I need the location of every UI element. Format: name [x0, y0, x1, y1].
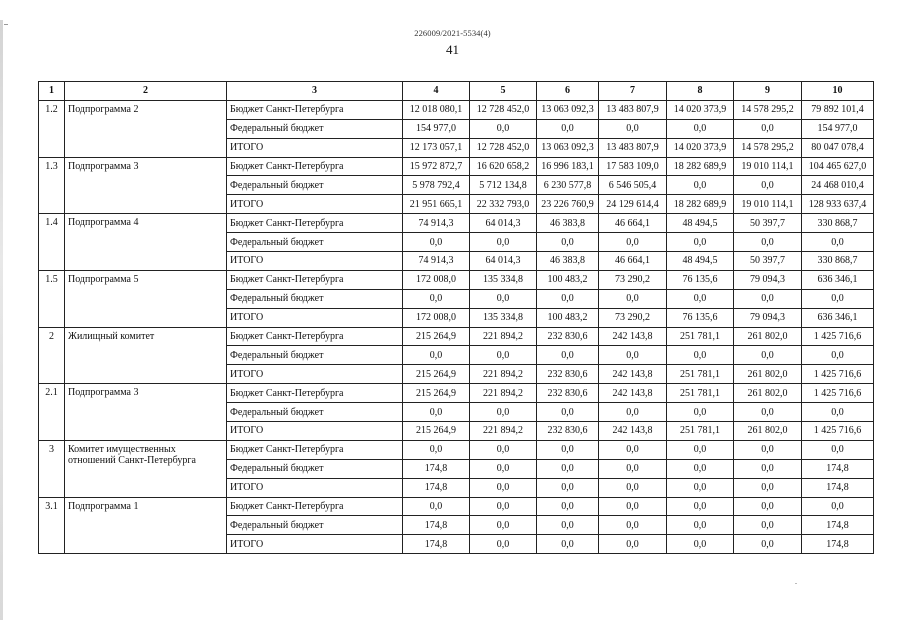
amount-cell: 0,0 — [599, 403, 667, 422]
amount-cell: 0,0 — [599, 440, 667, 459]
amount-cell: 0,0 — [537, 478, 599, 497]
amount-cell: 0,0 — [470, 516, 537, 535]
amount-cell: 100 483,2 — [537, 308, 599, 327]
amount-cell: 79 094,3 — [734, 270, 802, 289]
funding-source-cell: Федеральный бюджет — [227, 176, 403, 195]
table-row — [39, 327, 874, 346]
page-number: 41 — [446, 42, 459, 57]
funding-source-cell: Федеральный бюджет — [227, 403, 403, 422]
program-name-cell: Жилищный комитет — [65, 327, 227, 384]
amount-cell: 13 063 092,3 — [537, 138, 599, 157]
amount-cell: 0,0 — [537, 233, 599, 252]
row-index-cell: 1.4 — [39, 214, 65, 271]
amount-cell: 73 290,2 — [599, 270, 667, 289]
amount-cell: 12 018 080,1 — [403, 100, 470, 119]
program-name-cell: Подпрограмма 4 — [65, 214, 227, 271]
amount-cell: 12 728 452,0 — [470, 138, 537, 157]
amount-cell: 242 143,8 — [599, 384, 667, 403]
column-header: 1 — [39, 82, 65, 101]
amount-cell: 5 978 792,4 — [403, 176, 470, 195]
amount-cell: 48 494,5 — [667, 214, 734, 233]
funding-source-cell: Федеральный бюджет — [227, 119, 403, 138]
amount-cell: 0,0 — [599, 119, 667, 138]
amount-cell: 135 334,8 — [470, 308, 537, 327]
amount-cell: 1 425 716,6 — [802, 422, 874, 441]
funding-source-cell: Федеральный бюджет — [227, 516, 403, 535]
amount-cell: 0,0 — [667, 403, 734, 422]
funding-source-cell: Федеральный бюджет — [227, 346, 403, 365]
amount-cell: 18 282 689,9 — [667, 157, 734, 176]
funding-source-cell: Бюджет Санкт-Петербурга — [227, 270, 403, 289]
amount-cell: 0,0 — [403, 233, 470, 252]
amount-cell: 14 578 295,2 — [734, 138, 802, 157]
amount-cell: 154 977,0 — [802, 119, 874, 138]
funding-source-cell: Федеральный бюджет — [227, 459, 403, 478]
amount-cell: 6 230 577,8 — [537, 176, 599, 195]
amount-cell: 0,0 — [667, 176, 734, 195]
amount-cell: 76 135,6 — [667, 308, 734, 327]
amount-cell: 0,0 — [599, 478, 667, 497]
amount-cell: 0,0 — [470, 478, 537, 497]
amount-cell: 0,0 — [599, 516, 667, 535]
table-row — [39, 214, 874, 233]
amount-cell: 0,0 — [734, 497, 802, 516]
amount-cell: 242 143,8 — [599, 365, 667, 384]
column-header: 5 — [470, 82, 537, 101]
amount-cell: 174,8 — [802, 459, 874, 478]
column-header: 8 — [667, 82, 734, 101]
amount-cell: 174,8 — [802, 516, 874, 535]
amount-cell: 0,0 — [470, 440, 537, 459]
amount-cell: 0,0 — [802, 233, 874, 252]
amount-cell: 1 425 716,6 — [802, 384, 874, 403]
amount-cell: 80 047 078,4 — [802, 138, 874, 157]
amount-cell: 0,0 — [537, 346, 599, 365]
amount-cell: 330 868,7 — [802, 214, 874, 233]
amount-cell: 0,0 — [537, 119, 599, 138]
amount-cell: 215 264,9 — [403, 422, 470, 441]
amount-cell: 0,0 — [599, 289, 667, 308]
amount-cell: 48 494,5 — [667, 252, 734, 271]
column-header: 2 — [65, 82, 227, 101]
amount-cell: 23 226 760,9 — [537, 195, 599, 214]
amount-cell: 14 578 295,2 — [734, 100, 802, 119]
amount-cell: 261 802,0 — [734, 365, 802, 384]
funding-source-cell: ИТОГО — [227, 478, 403, 497]
amount-cell: 74 914,3 — [403, 214, 470, 233]
amount-cell: 46 664,1 — [599, 214, 667, 233]
amount-cell: 242 143,8 — [599, 422, 667, 441]
column-header: 9 — [734, 82, 802, 101]
column-header: 3 — [227, 82, 403, 101]
amount-cell: 174,8 — [403, 516, 470, 535]
amount-cell: 0,0 — [667, 535, 734, 554]
amount-cell: 0,0 — [403, 289, 470, 308]
amount-cell: 0,0 — [470, 497, 537, 516]
funding-source-cell: Бюджет Санкт-Петербурга — [227, 100, 403, 119]
amount-cell: 0,0 — [734, 535, 802, 554]
amount-cell: 0,0 — [734, 346, 802, 365]
amount-cell: 0,0 — [537, 516, 599, 535]
program-name-cell: Подпрограмма 1 — [65, 497, 227, 554]
column-header: 7 — [599, 82, 667, 101]
amount-cell: 215 264,9 — [403, 384, 470, 403]
scan-edge-shadow — [0, 20, 3, 620]
amount-cell: 636 346,1 — [802, 270, 874, 289]
program-name-cell: Комитет имущественных отношений Санкт-Петербурга — [65, 440, 227, 497]
amount-cell: 232 830,6 — [537, 365, 599, 384]
amount-cell: 251 781,1 — [667, 327, 734, 346]
amount-cell: 172 008,0 — [403, 308, 470, 327]
amount-cell: 19 010 114,1 — [734, 157, 802, 176]
amount-cell: 261 802,0 — [734, 327, 802, 346]
amount-cell: 215 264,9 — [403, 327, 470, 346]
amount-cell: 0,0 — [470, 233, 537, 252]
row-index-cell: 3.1 — [39, 497, 65, 554]
amount-cell: 242 143,8 — [599, 327, 667, 346]
amount-cell: 1 425 716,6 — [802, 327, 874, 346]
amount-cell: 0,0 — [470, 459, 537, 478]
amount-cell: 0,0 — [599, 346, 667, 365]
amount-cell: 12 728 452,0 — [470, 100, 537, 119]
table-header — [39, 82, 874, 101]
amount-cell: 74 914,3 — [403, 252, 470, 271]
amount-cell: 0,0 — [734, 403, 802, 422]
amount-cell: 174,8 — [802, 478, 874, 497]
amount-cell: 0,0 — [599, 535, 667, 554]
amount-cell: 13 483 807,9 — [599, 138, 667, 157]
amount-cell: 0,0 — [667, 346, 734, 365]
amount-cell: 16 996 183,1 — [537, 157, 599, 176]
amount-cell: 100 483,2 — [537, 270, 599, 289]
table-row — [39, 440, 874, 459]
amount-cell: 50 397,7 — [734, 214, 802, 233]
amount-cell: 76 135,6 — [667, 270, 734, 289]
funding-source-cell: Бюджет Санкт-Петербурга — [227, 497, 403, 516]
amount-cell: 0,0 — [537, 459, 599, 478]
amount-cell: 0,0 — [537, 535, 599, 554]
amount-cell: 0,0 — [537, 497, 599, 516]
amount-cell: 46 383,8 — [537, 214, 599, 233]
amount-cell: 0,0 — [734, 478, 802, 497]
amount-cell: 0,0 — [403, 403, 470, 422]
amount-cell: 19 010 114,1 — [734, 195, 802, 214]
amount-cell: 0,0 — [734, 119, 802, 138]
column-header: 6 — [537, 82, 599, 101]
amount-cell: 0,0 — [667, 289, 734, 308]
amount-cell: 636 346,1 — [802, 308, 874, 327]
amount-cell: 0,0 — [667, 478, 734, 497]
amount-cell: 232 830,6 — [537, 327, 599, 346]
scan-speck — [795, 583, 797, 584]
amount-cell: 104 465 627,0 — [802, 157, 874, 176]
amount-cell: 0,0 — [667, 516, 734, 535]
funding-source-cell: ИТОГО — [227, 422, 403, 441]
program-name-cell: Подпрограмма 5 — [65, 270, 227, 327]
amount-cell: 0,0 — [802, 289, 874, 308]
column-header: 10 — [802, 82, 874, 101]
amount-cell: 22 332 793,0 — [470, 195, 537, 214]
program-name-cell: Подпрограмма 3 — [65, 157, 227, 214]
funding-source-cell: ИТОГО — [227, 365, 403, 384]
amount-cell: 0,0 — [802, 440, 874, 459]
funding-source-cell: Бюджет Санкт-Петербурга — [227, 214, 403, 233]
amount-cell: 50 397,7 — [734, 252, 802, 271]
funding-source-cell: Федеральный бюджет — [227, 233, 403, 252]
program-name-cell: Подпрограмма 2 — [65, 100, 227, 157]
amount-cell: 0,0 — [403, 497, 470, 516]
table-row — [39, 384, 874, 403]
amount-cell: 261 802,0 — [734, 422, 802, 441]
amount-cell: 73 290,2 — [599, 308, 667, 327]
amount-cell: 174,8 — [403, 459, 470, 478]
amount-cell: 46 664,1 — [599, 252, 667, 271]
amount-cell: 221 894,2 — [470, 384, 537, 403]
row-index-cell: 3 — [39, 440, 65, 497]
amount-cell: 0,0 — [537, 289, 599, 308]
amount-cell: 251 781,1 — [667, 384, 734, 403]
amount-cell: 0,0 — [470, 119, 537, 138]
amount-cell: 6 546 505,4 — [599, 176, 667, 195]
row-index-cell: 1.3 — [39, 157, 65, 214]
table-row — [39, 497, 874, 516]
amount-cell: 16 620 658,2 — [470, 157, 537, 176]
amount-cell: 221 894,2 — [470, 422, 537, 441]
amount-cell: 0,0 — [470, 346, 537, 365]
column-header: 4 — [403, 82, 470, 101]
row-index-cell: 1.5 — [39, 270, 65, 327]
table-row — [39, 100, 874, 119]
amount-cell: 18 282 689,9 — [667, 195, 734, 214]
amount-cell: 251 781,1 — [667, 365, 734, 384]
amount-cell: 0,0 — [599, 233, 667, 252]
amount-cell: 232 830,6 — [537, 422, 599, 441]
document-registration-number: 226009/2021-5534(4) — [414, 28, 491, 38]
amount-cell: 172 008,0 — [403, 270, 470, 289]
amount-cell: 14 020 373,9 — [667, 100, 734, 119]
amount-cell: 0,0 — [537, 440, 599, 459]
amount-cell: 13 063 092,3 — [537, 100, 599, 119]
funding-source-cell: ИТОГО — [227, 138, 403, 157]
funding-source-cell: Бюджет Санкт-Петербурга — [227, 440, 403, 459]
amount-cell: 221 894,2 — [470, 365, 537, 384]
amount-cell: 221 894,2 — [470, 327, 537, 346]
amount-cell: 79 892 101,4 — [802, 100, 874, 119]
header-row — [39, 82, 874, 101]
amount-cell: 174,8 — [403, 478, 470, 497]
amount-cell: 0,0 — [403, 346, 470, 365]
amount-cell: 14 020 373,9 — [667, 138, 734, 157]
amount-cell: 0,0 — [734, 289, 802, 308]
amount-cell: 154 977,0 — [403, 119, 470, 138]
amount-cell: 215 264,9 — [403, 365, 470, 384]
funding-source-cell: ИТОГО — [227, 195, 403, 214]
funding-source-cell: Бюджет Санкт-Петербурга — [227, 157, 403, 176]
funding-source-cell: ИТОГО — [227, 535, 403, 554]
table-row — [39, 157, 874, 176]
amount-cell: 0,0 — [667, 119, 734, 138]
amount-cell: 0,0 — [667, 440, 734, 459]
amount-cell: 261 802,0 — [734, 384, 802, 403]
funding-source-cell: ИТОГО — [227, 252, 403, 271]
amount-cell: 64 014,3 — [470, 252, 537, 271]
amount-cell: 0,0 — [537, 403, 599, 422]
amount-cell: 21 951 665,1 — [403, 195, 470, 214]
amount-cell: 128 933 637,4 — [802, 195, 874, 214]
amount-cell: 174,8 — [802, 535, 874, 554]
funding-source-cell: Федеральный бюджет — [227, 289, 403, 308]
funding-source-cell: Бюджет Санкт-Петербурга — [227, 327, 403, 346]
row-index-cell: 2 — [39, 327, 65, 384]
amount-cell: 17 583 109,0 — [599, 157, 667, 176]
table-body — [39, 100, 874, 553]
amount-cell: 174,8 — [403, 535, 470, 554]
amount-cell: 0,0 — [470, 403, 537, 422]
funding-source-cell: Бюджет Санкт-Петербурга — [227, 384, 403, 403]
budget-table — [38, 81, 874, 554]
amount-cell: 0,0 — [599, 459, 667, 478]
amount-cell: 12 173 057,1 — [403, 138, 470, 157]
amount-cell: 0,0 — [667, 233, 734, 252]
amount-cell: 0,0 — [403, 440, 470, 459]
amount-cell: 24 468 010,4 — [802, 176, 874, 195]
amount-cell: 0,0 — [667, 459, 734, 478]
amount-cell: 0,0 — [667, 497, 734, 516]
amount-cell: 15 972 872,7 — [403, 157, 470, 176]
program-name-cell: Подпрограмма 3 — [65, 384, 227, 441]
amount-cell: 0,0 — [734, 176, 802, 195]
amount-cell: 24 129 614,4 — [599, 195, 667, 214]
amount-cell: 5 712 134,8 — [470, 176, 537, 195]
amount-cell: 0,0 — [802, 346, 874, 365]
amount-cell: 46 383,8 — [537, 252, 599, 271]
scan-edge-mark — [4, 24, 8, 25]
amount-cell: 0,0 — [470, 535, 537, 554]
row-index-cell: 1.2 — [39, 100, 65, 157]
amount-cell: 0,0 — [734, 516, 802, 535]
amount-cell: 64 014,3 — [470, 214, 537, 233]
amount-cell: 79 094,3 — [734, 308, 802, 327]
amount-cell: 330 868,7 — [802, 252, 874, 271]
amount-cell: 1 425 716,6 — [802, 365, 874, 384]
table-row — [39, 270, 874, 289]
amount-cell: 0,0 — [599, 497, 667, 516]
amount-cell: 0,0 — [734, 233, 802, 252]
amount-cell: 13 483 807,9 — [599, 100, 667, 119]
funding-source-cell: ИТОГО — [227, 308, 403, 327]
amount-cell: 135 334,8 — [470, 270, 537, 289]
amount-cell: 0,0 — [734, 459, 802, 478]
row-index-cell: 2.1 — [39, 384, 65, 441]
amount-cell: 0,0 — [802, 403, 874, 422]
amount-cell: 0,0 — [802, 497, 874, 516]
amount-cell: 0,0 — [470, 289, 537, 308]
amount-cell: 0,0 — [734, 440, 802, 459]
amount-cell: 232 830,6 — [537, 384, 599, 403]
amount-cell: 251 781,1 — [667, 422, 734, 441]
